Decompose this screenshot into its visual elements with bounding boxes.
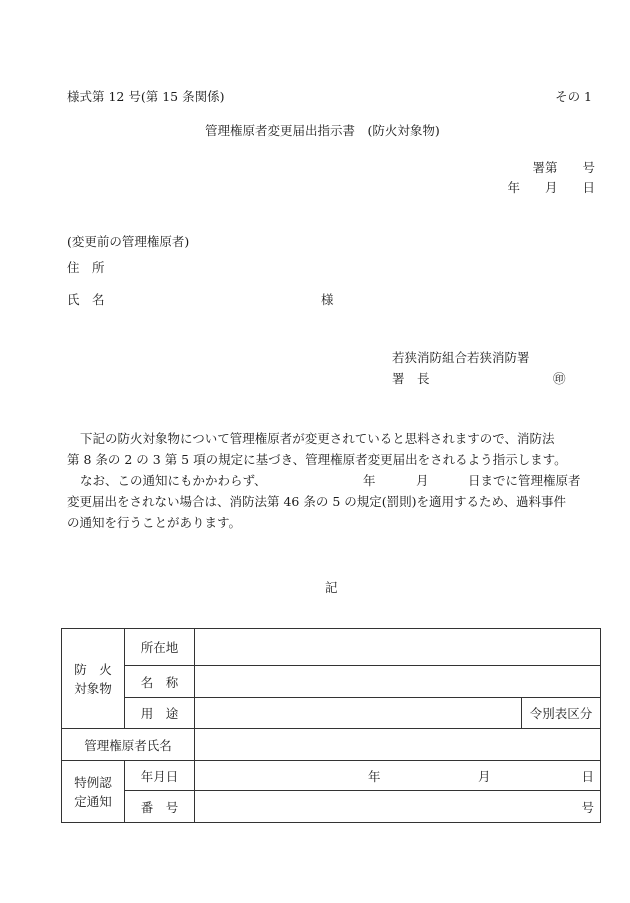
notice-date-field[interactable] — [195, 761, 601, 791]
body-line: 第 8 条の 2 の 3 第 5 項の規定に基づき、管理権原者変更届出をされるよう指示します。 — [67, 452, 567, 467]
category-label: 特例認 — [74, 774, 112, 790]
use-field[interactable] — [195, 698, 522, 729]
deadline-line — [67, 470, 597, 491]
body-line: 下記の防火対象物について管理権原者が変更されていると思料されますので、消防法 — [80, 431, 555, 446]
form-number: 様式第 12 号(第 15 条関係) — [67, 89, 225, 104]
date-month-unit: 月 — [478, 768, 491, 784]
seal-mark: ㊞ — [553, 371, 566, 386]
body-paragraph — [67, 428, 597, 533]
property-category-cell — [62, 629, 125, 729]
notice-date-label: 年月日 — [125, 761, 195, 791]
table-row — [62, 629, 601, 666]
table-row — [62, 698, 601, 729]
use-label: 用 途 — [125, 698, 195, 729]
issue-date: 年 月 日 — [507, 180, 595, 195]
owner-name-label: 管理権原者氏名 — [62, 729, 195, 761]
deadline-month: 月 — [416, 473, 429, 488]
addressee-section-label: (変更前の管理権原者) — [67, 234, 190, 249]
document-number: 署第 号 — [532, 160, 595, 175]
issuer-organization: 若狭消防組合若狭消防署 — [392, 350, 530, 365]
property-info-table — [61, 628, 601, 823]
issuer-title: 署 長 — [392, 371, 430, 386]
table-row — [62, 729, 601, 761]
body-line: 変更届出をされない場合は、消防法第 46 条の 5 の規定(罰則)を適用するため、過料事件 — [67, 494, 567, 509]
notice-number-label: 番 号 — [125, 791, 195, 823]
property-name-label: 名 称 — [125, 666, 195, 698]
body-line: の通知を行うことがあります。 — [67, 515, 242, 530]
property-name-field[interactable] — [195, 666, 601, 698]
special-notice-category-cell — [62, 761, 125, 823]
record-label: 記 — [325, 580, 338, 595]
deadline-year: 年 — [363, 473, 376, 488]
ordinance-class-label: 令別表区分 — [522, 698, 601, 729]
category-label: 防 火 — [74, 661, 112, 677]
deadline-prefix: なお、この通知にもかかわらず、 — [80, 473, 267, 488]
address-label: 住 所 — [67, 260, 105, 275]
owner-name-field[interactable] — [195, 729, 601, 761]
deadline-suffix: 日までに管理権原者 — [468, 473, 581, 488]
date-day-unit: 日 — [581, 768, 595, 784]
category-label: 対象物 — [74, 680, 112, 696]
table-row — [62, 791, 601, 823]
category-label: 定通知 — [74, 793, 112, 809]
document-title: 管理権原者変更届出指示書 (防火対象物) — [205, 123, 440, 138]
notice-number-field[interactable]: 号 — [195, 791, 601, 823]
name-label: 氏 名 — [67, 292, 105, 307]
table-row — [62, 761, 601, 791]
location-field[interactable] — [195, 629, 601, 666]
date-year-unit: 年 — [368, 768, 381, 784]
location-label: 所在地 — [125, 629, 195, 666]
table-row — [62, 666, 601, 698]
page-label: その 1 — [555, 89, 592, 104]
honorific: 様 — [321, 292, 334, 307]
